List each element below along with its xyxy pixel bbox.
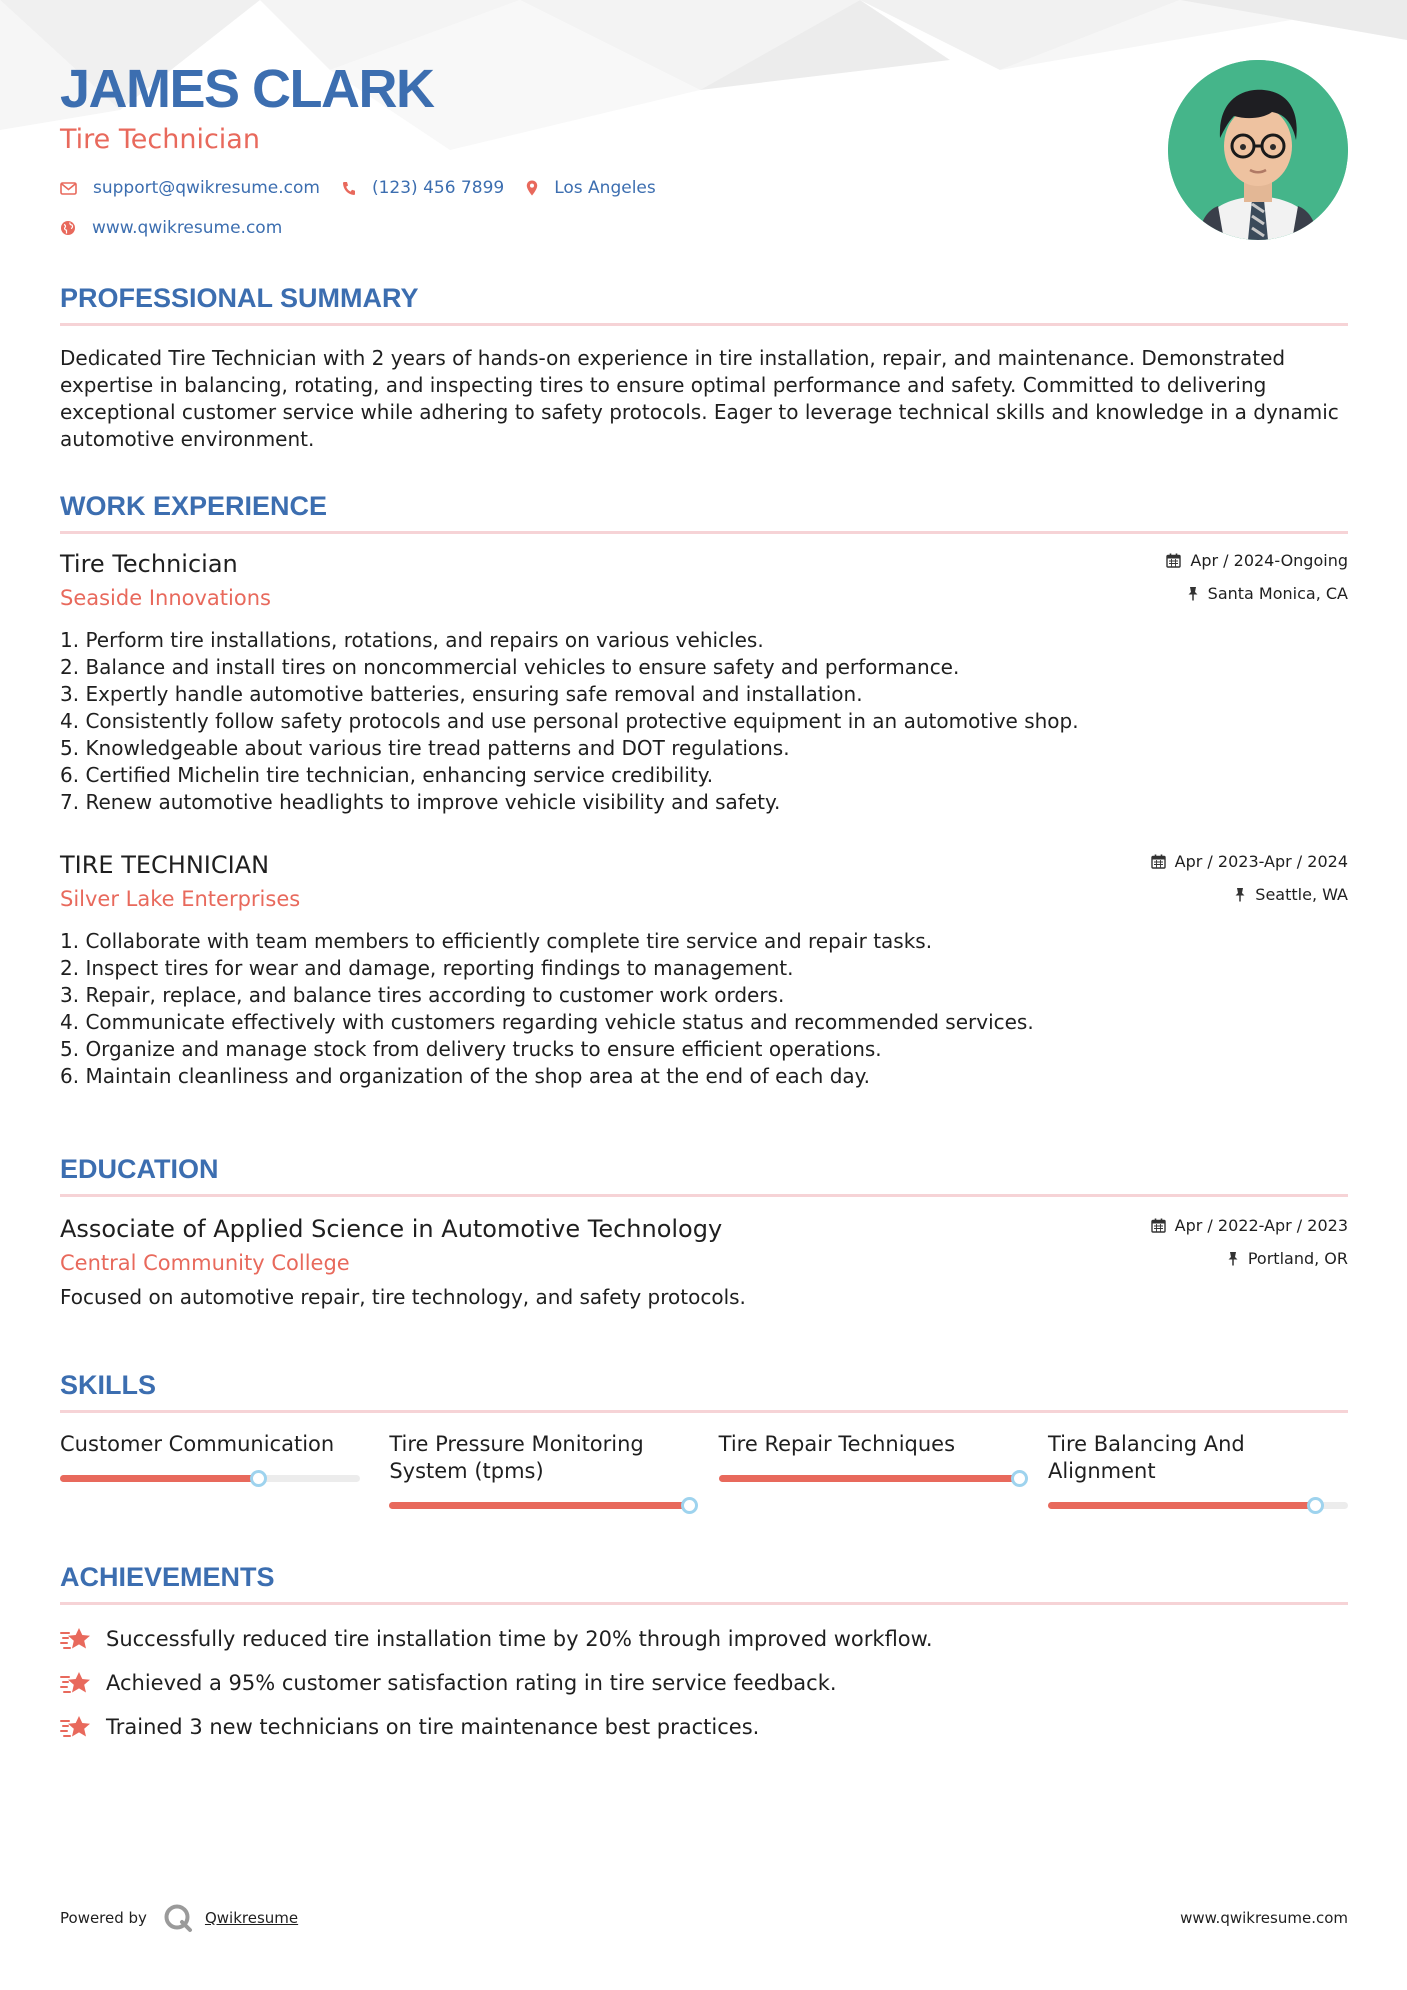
qwikresume-logo-icon	[163, 1903, 193, 1933]
skill-name: Tire Pressure Monitoring System (tpms)	[389, 1432, 644, 1483]
list-item: 1. Perform tire installations, rotations, and repairs on various vehicles.	[60, 628, 764, 652]
skill-item	[719, 1431, 1019, 1523]
skill-bar	[719, 1475, 1019, 1482]
education-location: Portland, OR	[1247, 1248, 1348, 1268]
skill-bar	[1048, 1502, 1348, 1509]
job-role: Tire Technician	[60, 550, 238, 578]
skill-bar-handle	[1011, 1470, 1028, 1487]
pin-icon	[1187, 586, 1199, 601]
list-item: 5. Knowledgeable about various tire tread patterns and DOT regulations.	[60, 736, 790, 760]
skill-name: Tire Repair Techniques	[718, 1432, 956, 1456]
brand-link[interactable]: Qwikresume	[204, 1909, 299, 1927]
candidate-title: Tire Technician	[60, 124, 260, 155]
experience-section	[60, 490, 1348, 534]
education-meta	[1151, 1214, 1348, 1269]
list-item: 4. Communicate effectively with customers regarding vehicle status and recommended services.	[60, 1010, 1034, 1034]
resume-header	[60, 58, 678, 238]
achievements-heading: ACHIEVEMENTS	[60, 1562, 275, 1592]
website-text: www.qwikresume.com	[92, 218, 283, 238]
achievement-text: Successfully reduced tire installation time by 20% through improved workflow.	[106, 1627, 933, 1651]
contact-phone[interactable]	[342, 178, 504, 198]
experience-heading: WORK EXPERIENCE	[60, 491, 328, 521]
footer-website[interactable]: www.qwikresume.com	[1180, 1909, 1348, 1927]
job-dates: Apr / 2023-Apr / 2024	[1174, 851, 1348, 871]
map-pin-icon	[526, 180, 538, 196]
job-location: Santa Monica, CA	[1207, 583, 1348, 603]
achievement-text: Trained 3 new technicians on tire maintenance best practices.	[106, 1715, 760, 1739]
job-role: TIRE TECHNICIAN	[60, 851, 270, 879]
list-item: 7. Renew automotive headlights to improve vehicle visibility and safety.	[60, 790, 781, 814]
star-icon	[60, 1670, 92, 1696]
skill-bar-fill	[389, 1502, 689, 1509]
achievements-section	[60, 1561, 1348, 1749]
skill-bar-handle	[250, 1470, 267, 1487]
summary-heading: PROFESSIONAL SUMMARY	[60, 283, 419, 313]
location-text: Los Angeles	[554, 178, 656, 198]
envelope-icon	[60, 182, 77, 195]
job-meta	[1151, 850, 1348, 905]
section-divider	[60, 531, 1348, 534]
summary-text: Dedicated Tire Technician with 2 years of hands-on experience in tire installation, repair, and maintenance. Demonstrated expertise in balancing, rotating, and inspecting tires to ensure optimal performance and safety. Committed to delivering exceptional customer service while adhering to safety protocols. Eager to leverage technical skills and knowledge in a dynamic automotive environment.	[60, 346, 1339, 451]
list-item: 2. Inspect tires for wear and damage, reporting findings to management.	[60, 956, 794, 980]
education-entry	[60, 1214, 1348, 1311]
profile-photo	[1168, 60, 1348, 240]
calendar-icon	[1151, 1218, 1166, 1233]
email-text: support@qwikresume.com	[93, 178, 320, 198]
calendar-icon	[1166, 553, 1181, 568]
pin-icon	[1227, 1251, 1239, 1266]
skill-bar-fill	[60, 1475, 258, 1482]
education-dates: Apr / 2022-Apr / 2023	[1174, 1215, 1348, 1235]
skills-section	[60, 1369, 1348, 1523]
skill-bar-handle	[681, 1497, 698, 1514]
list-item: 3. Expertly handle automotive batteries, ensuring safe removal and installation.	[60, 682, 863, 706]
contact-email[interactable]	[60, 178, 320, 198]
contact-row-1	[60, 178, 678, 198]
skill-item	[60, 1431, 360, 1523]
list-item: 5. Organize and manage stock from delivery trucks to ensure efficient operations.	[60, 1037, 882, 1061]
section-divider	[60, 323, 1348, 326]
education-description: Focused on automotive repair, tire technology, and safety protocols.	[60, 1285, 746, 1309]
list-item: 6. Certified Michelin tire technician, enhancing service credibility.	[60, 763, 714, 787]
contact-location	[526, 178, 656, 198]
job-dates: Apr / 2024-Ongoing	[1190, 550, 1348, 570]
section-divider	[60, 1602, 1348, 1605]
education-section	[60, 1153, 1348, 1197]
star-icon	[60, 1714, 92, 1740]
candidate-name: JAMES CLARK	[60, 59, 434, 119]
list-item: 6. Maintain cleanliness and organization of the shop area at the end of each day.	[60, 1064, 870, 1088]
star-icon	[60, 1626, 92, 1652]
skill-bar-fill	[719, 1475, 1019, 1482]
list-item: 1. Collaborate with team members to efficiently complete tire service and repair tasks.	[60, 929, 933, 953]
education-heading: EDUCATION	[60, 1154, 219, 1184]
job-entry	[60, 850, 1348, 1090]
list-item	[60, 1705, 1348, 1749]
skill-bar-handle	[1307, 1497, 1324, 1514]
powered-by	[60, 1903, 298, 1933]
summary-section	[60, 282, 1348, 453]
skill-name: Tire Balancing And Alignment	[1047, 1432, 1245, 1483]
section-divider	[60, 1410, 1348, 1413]
list-item: 4. Consistently follow safety protocols and use personal protective equipment in an automotive shop.	[60, 709, 1079, 733]
powered-by-label: Powered by	[60, 1909, 147, 1927]
phone-text: (123) 456 7899	[371, 178, 505, 198]
globe-icon	[60, 220, 76, 236]
pin-icon	[1234, 887, 1246, 902]
contact-website[interactable]	[60, 218, 282, 238]
skill-item	[389, 1431, 689, 1523]
skills-heading: SKILLS	[60, 1370, 157, 1400]
list-item	[60, 1661, 1348, 1705]
job-entry	[60, 549, 1348, 816]
skills-list	[60, 1431, 1348, 1523]
job-meta	[1166, 549, 1348, 604]
phone-icon	[342, 181, 356, 196]
job-bullets	[60, 627, 1348, 816]
job-company: Silver Lake Enterprises	[60, 887, 301, 911]
list-item: 2. Balance and install tires on noncommercial vehicles to ensure safety and performance.	[60, 655, 960, 679]
achievements-list	[60, 1617, 1348, 1749]
skill-bar	[60, 1475, 360, 1482]
skill-bar-fill	[1048, 1502, 1315, 1509]
skill-name: Customer Communication	[60, 1432, 335, 1456]
contact-row-2	[60, 218, 678, 238]
calendar-icon	[1151, 854, 1166, 869]
school-name: Central Community College	[60, 1251, 350, 1275]
achievement-text: Achieved a 95% customer satisfaction rating in tire service feedback.	[106, 1671, 837, 1695]
skill-bar	[389, 1502, 689, 1509]
job-company: Seaside Innovations	[60, 586, 271, 610]
job-location: Seattle, WA	[1255, 884, 1348, 904]
list-item	[60, 1617, 1348, 1661]
job-bullets	[60, 928, 1348, 1090]
section-divider	[60, 1194, 1348, 1197]
degree-title: Associate of Applied Science in Automotive Technology	[60, 1215, 723, 1243]
list-item: 3. Repair, replace, and balance tires according to customer work orders.	[60, 983, 785, 1007]
page-footer	[60, 1898, 1348, 1938]
skill-item	[1048, 1431, 1348, 1523]
